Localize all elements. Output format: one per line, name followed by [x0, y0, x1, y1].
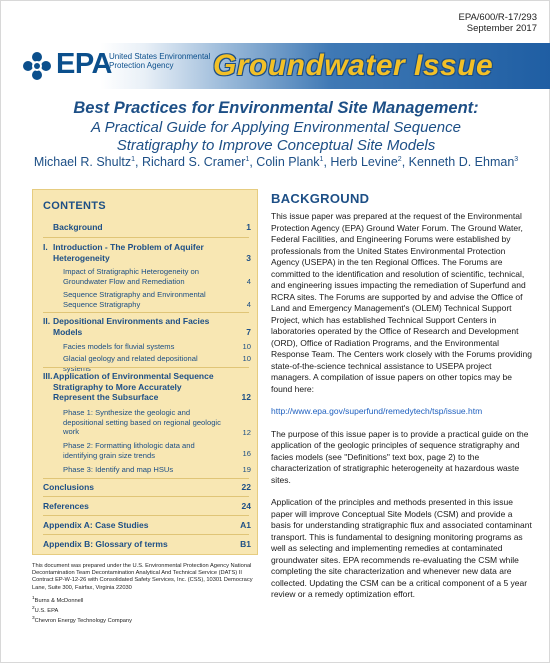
toc-entry-phase-2[interactable]: Phase 2: Formatting lithologic data and identifying grain size trends 16: [63, 441, 251, 460]
subtitle-line-1: A Practical Guide for Applying Environmental Sequence: [91, 119, 461, 136]
report-date: September 2017: [466, 23, 537, 34]
report-number: EPA/600/R-17/293: [458, 12, 537, 23]
toc-entry-references[interactable]: References 24: [43, 501, 251, 511]
author: Herb Levine$^2$: [330, 155, 402, 169]
toc-entry-phase-1[interactable]: Phase 1: Synthesize the geologic and depositional setting based on regional geologic work 12: [63, 408, 251, 437]
toc-entry-appendix-b[interactable]: Appendix B: Glossary of terms B1: [43, 539, 251, 549]
toc-entry-fluvial[interactable]: Facies models for fluvial systems 10: [63, 342, 251, 351]
author: Kenneth D. Ehman$^3$: [408, 155, 519, 169]
toc-entry-application[interactable]: III. Application of Environmental Sequence Stratigraphy to More Accurately Represent the Subsurface 12: [43, 371, 251, 402]
toc-entry-appendix-a[interactable]: Appendix A: Case Studies A1: [43, 520, 251, 530]
toc-entry-introduction[interactable]: I. Introduction - The Problem of Aquifer Heterogeneity 3: [43, 242, 251, 263]
epa-flower-icon: [21, 50, 53, 82]
author: Michael R. Shultz$^1$: [33, 155, 135, 169]
document-subtitle: [1, 119, 550, 155]
toc-entry-glacial[interactable]: Glacial geology and related depositional systems 10: [63, 354, 251, 373]
author-list: Michael R. Shultz$^1$, Richard S. Cramer$^1$, Colin Plank$^1$, Herb Levine$^2$, Kenneth D. Ehman$^3$: [33, 155, 519, 169]
document-title: Best Practices for Environmental Site Management:: [73, 99, 479, 117]
contents-heading: CONTENTS: [43, 200, 106, 212]
series-title: Groundwater Issue: [213, 49, 494, 82]
toc-divider: [43, 496, 249, 497]
toc-entry-background[interactable]: Background 1: [53, 222, 251, 232]
background-body: [271, 211, 533, 612]
toc-divider: [43, 367, 249, 368]
affiliation: $^1$Burns & McDonnell: [32, 595, 84, 604]
toc-entry-sequence-stratigraphy[interactable]: Sequence Stratigraphy and Environmental Sequence Stratigraphy 4: [63, 290, 251, 309]
affiliation: $^2$U.S. EPA: [32, 605, 59, 614]
toc-divider: [43, 534, 249, 535]
toc-divider: [43, 478, 249, 479]
background-paragraph: Application of the principles and methods presented in this issue paper will improve Conceptual Site Models (CSM) and provide a basis for understanding stratigraphic flux and associated contaminant transport. This is fundamental to designing monitoring programs as well as selecting and implementing remedies at contaminated groundwater sites. EPA recommends re-evaluating the CSM while completing the site characterization and whenever new data are collected. Updating the CSM can be a critical component of a 5 year review or a remedy optimization effort.: [271, 497, 532, 599]
epa-logo-text: EPA: [56, 48, 112, 80]
agency-name: United States Environmental Protection Agency: [109, 52, 211, 70]
background-paragraph: The purpose of this issue paper is to provide a practical guide on the application of the geologic principles of sequence stratigraphy and facies models (see "Definitions" text box, page 2) to the characterization of stratigraphic heterogeneity at hazardous waste sites.: [271, 428, 529, 485]
contents-box: [32, 189, 258, 555]
toc-divider: [43, 312, 249, 313]
toc-entry-depositional[interactable]: II. Depositional Environments and Facies Models 7: [43, 316, 251, 337]
toc-entry-impact-heterogeneity[interactable]: Impact of Stratigraphic Heterogeneity on Groundwater Flow and Remediation 4: [63, 267, 251, 286]
footnote-block: [32, 563, 258, 625]
issue-papers-link[interactable]: http://www.epa.gov/superfund/remedytech/tsp/issue.htm: [271, 406, 483, 416]
background-heading: BACKGROUND: [271, 191, 370, 206]
toc-entry-phase-3[interactable]: Phase 3: Identify and map HSUs 19: [63, 465, 251, 474]
toc-divider: [43, 515, 249, 516]
report-number-block: [458, 12, 537, 34]
author: Richard S. Cramer$^1$: [141, 155, 250, 169]
affiliation: $^3$Chevron Energy Technology Company: [32, 616, 132, 624]
subtitle-line-2: Stratigraphy to Improve Conceptual Site Models: [116, 137, 436, 154]
background-paragraph: This issue paper was prepared at the request of the Environmental Protection Agency (EPA) Ground Water Forum. The Ground Water, Federal Facilities, and Engineering Forums were established by professionals from the United States Environmental Protection Agency (USEPA) in the ten Regional Offices. The Forums are committed to the identification and resolution of scientific, technical, and engineering issues impacting the remediation of Superfund and RCRA sites. The Forums are supported by and advise the Office of Land and Emergency Management's (OLEM) Technical Support Project, which has established Technical Support Centers in laboratories operated by the Office of Research and Development (ORD), Office of Radiation Programs, and the Environmental Response Team. The Centers work closely with the Forums providing state-of-the-science technical assistance to USEPA project managers. A compilation of issue papers on other topics may be found here:: [271, 211, 532, 394]
toc-divider: [43, 237, 249, 238]
author: Colin Plank$^1$: [256, 155, 324, 169]
footnote-text: This document was prepared under the U.S. Environmental Protection Agency National Decontamination Team Decontamination Analytical And Technical Service (DATS) II Contract EP-W-12-26 with Consolidated Safety Services, Inc. (CSS), 10301 Democracy Lane, Suite 300, Fairfax, Virginia 22030: [32, 563, 253, 591]
toc-entry-conclusions[interactable]: Conclusions 22: [43, 482, 251, 492]
